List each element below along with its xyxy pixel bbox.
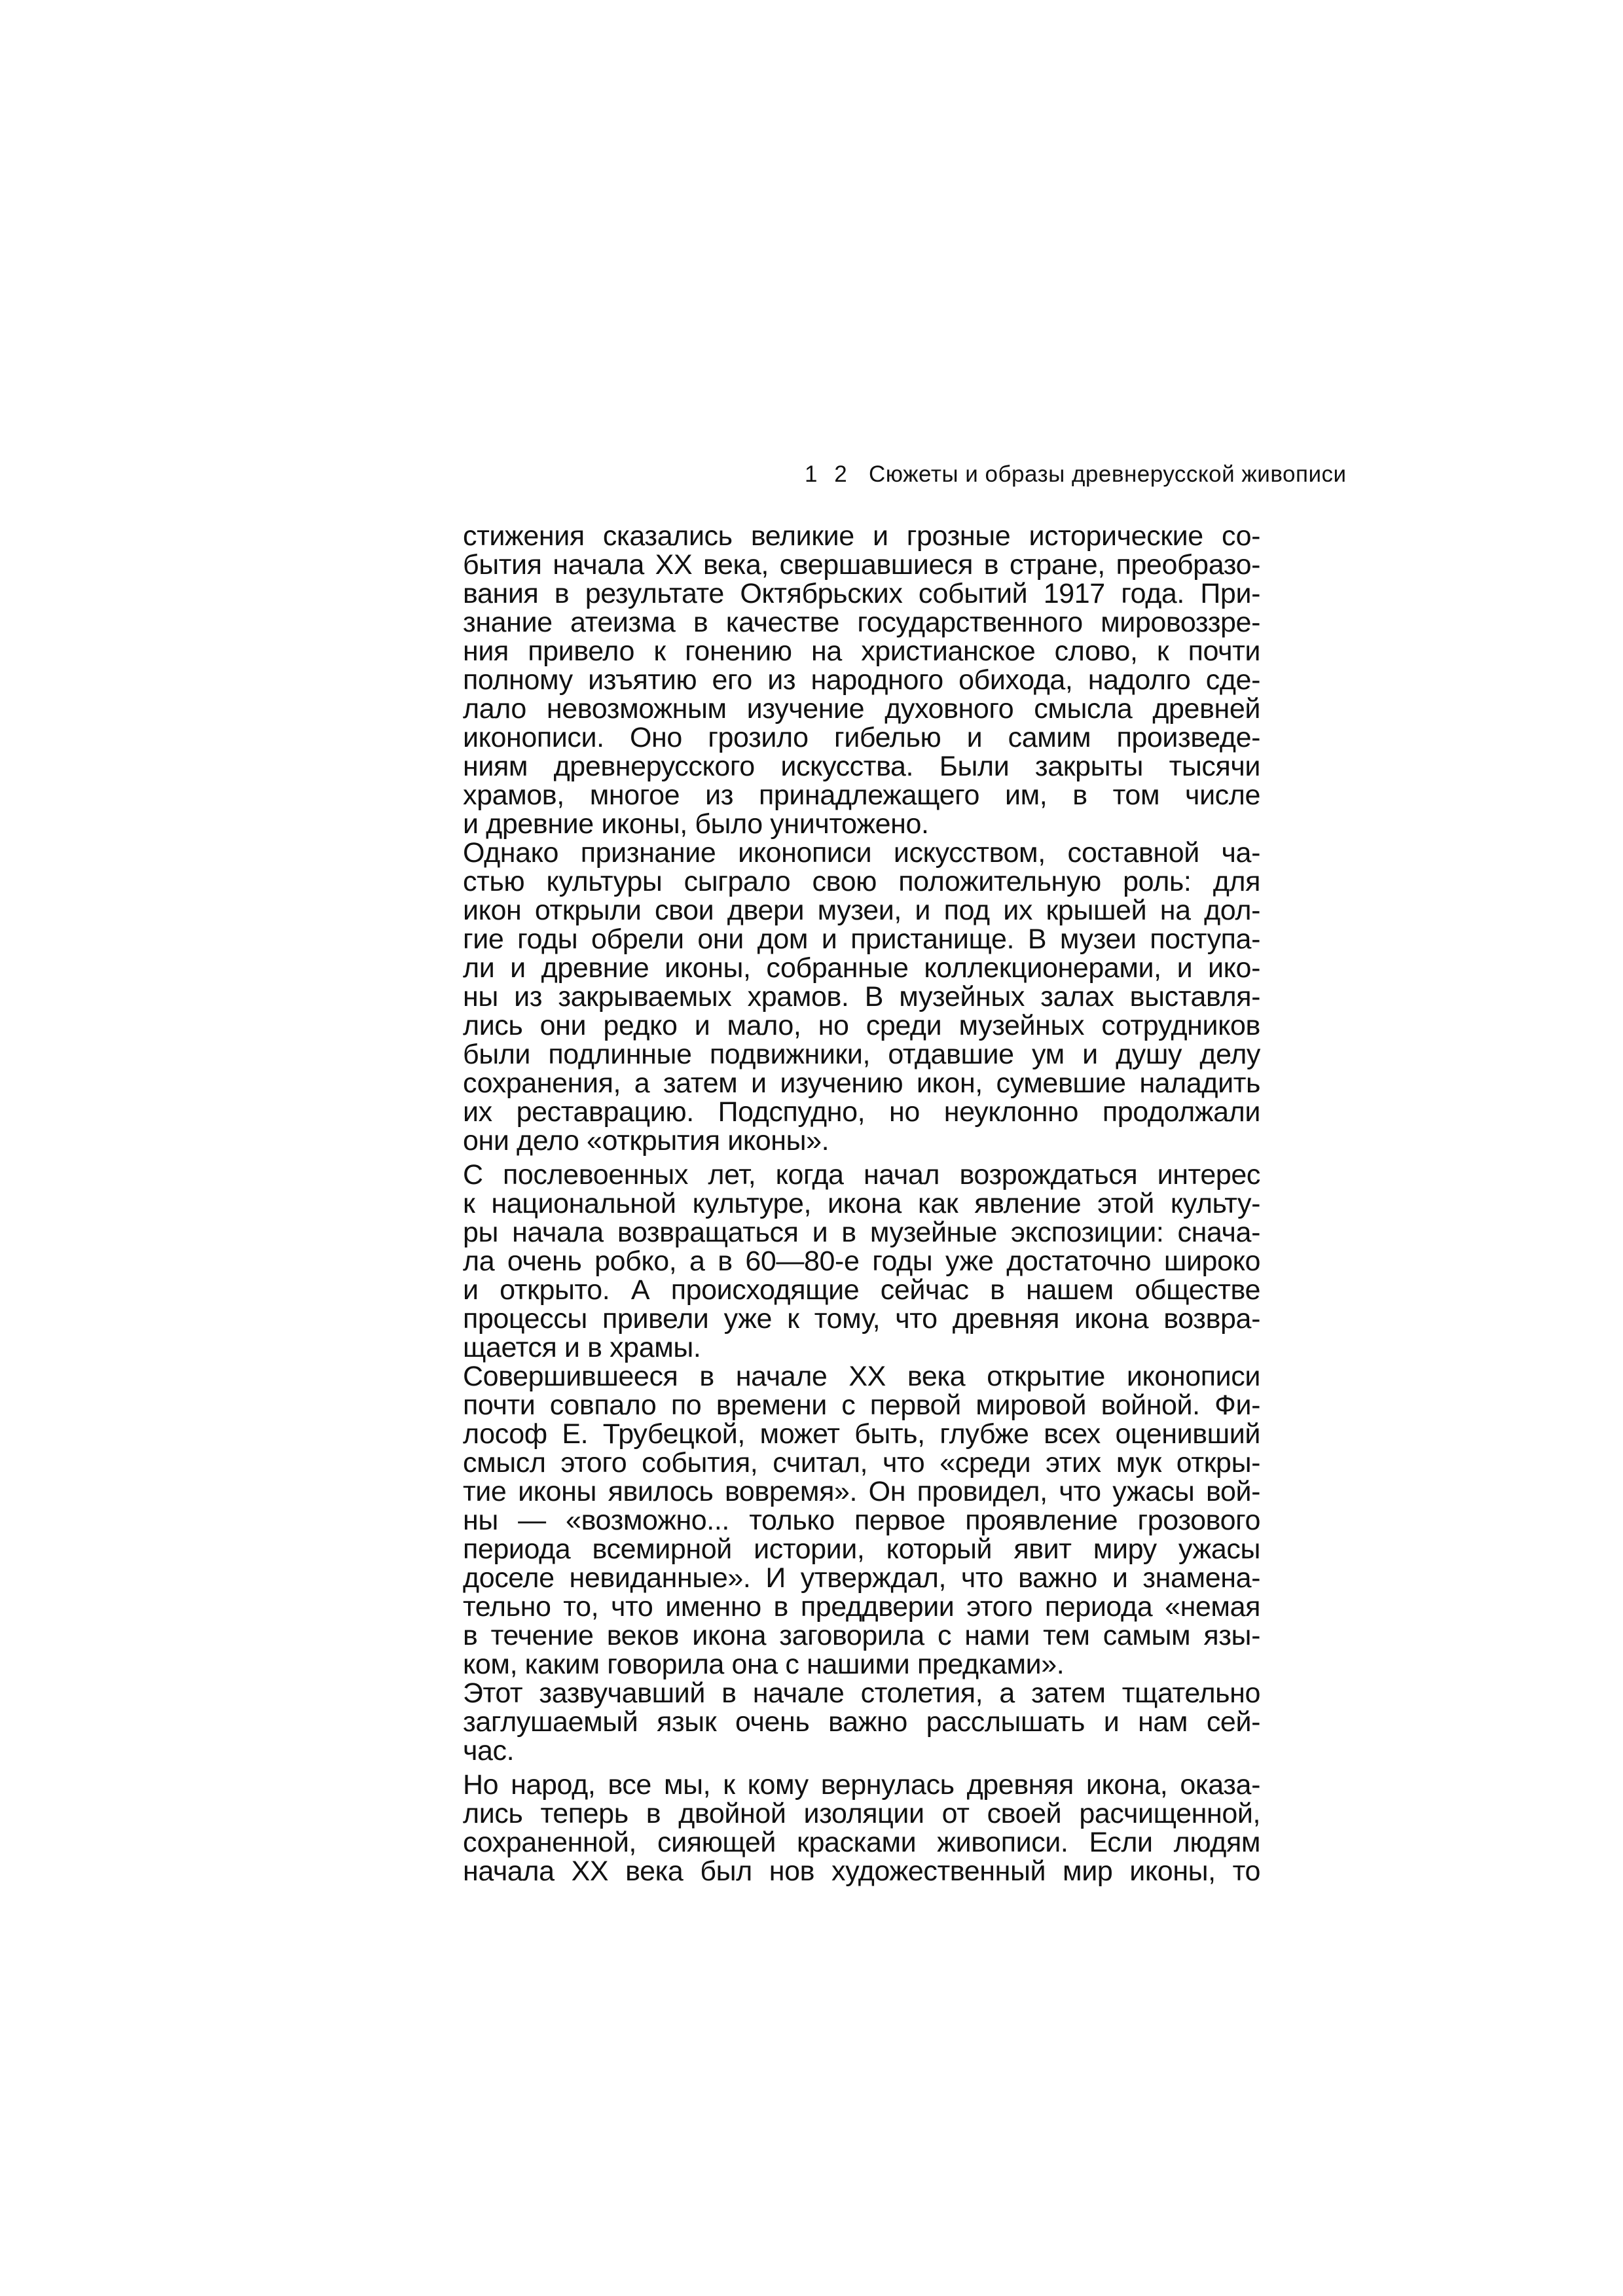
body-text: [463, 522, 1260, 1886]
text-line: Совершившееся в начале XX века открытие иконописи: [463, 1361, 1260, 1392]
running-head-title: Сюжеты и образы древнерусской живописи: [869, 461, 1347, 487]
text-line: лало невозможным изучение духовного смысла древней: [463, 693, 1260, 725]
text-line: щается и в храмы.: [463, 1332, 701, 1363]
text-line: доселе невиданные». И утверждал, что важно и знамена-: [463, 1562, 1260, 1594]
text-line: ры начала возвращаться и в музейные экспозиции: снача-: [463, 1217, 1260, 1248]
text-line: смысл этого события, считал, что «среди этих мук откры-: [463, 1447, 1260, 1479]
text-line: процессы привели уже к тому, что древняя икона возвра-: [463, 1303, 1260, 1335]
text-line: стью культуры сыграло свою положительную роль: для: [463, 866, 1260, 897]
text-line: Однако признание иконописи искусством, составной ча-: [463, 837, 1260, 869]
text-line: почти совпало по времени с первой мировой войной. Фи-: [463, 1390, 1260, 1421]
running-head: [805, 458, 1394, 491]
text-line: гие годы обрели они дом и пристанище. В музеи поступа-: [463, 924, 1260, 955]
text-line: лись теперь в двойной изоляции от своей расчищенной,: [463, 1798, 1260, 1829]
text-line: ла очень робко, а в 60—80-е годы уже достаточно широко: [463, 1246, 1260, 1277]
text-line: ниям древнерусского искусства. Были закрыты тысячи: [463, 751, 1260, 782]
text-line: иконописи. Оно грозило гибелью и самим произведе-: [463, 722, 1260, 753]
text-line: С послевоенных лет, когда начал возрождаться интерес: [463, 1159, 1260, 1191]
text-line: и открыто. А происходящие сейчас в нашем обществе: [463, 1274, 1260, 1306]
text-line: были подлинные подвижники, отдавшие ум и душу делу: [463, 1039, 1260, 1070]
text-line: ния привело к гонению на христианское слово, к почти: [463, 636, 1260, 667]
text-line: Но народ, все мы, к кому вернулась древняя икона, оказа-: [463, 1769, 1260, 1801]
text-line: сохранения, а затем и изучению икон, сумевшие наладить: [463, 1067, 1260, 1099]
text-line: лись они редко и мало, но среди музейных сотрудников: [463, 1010, 1260, 1041]
text-line: храмов, многое из принадлежащего им, в том числе: [463, 780, 1260, 811]
text-line: заглушаемый язык очень важно расслышать и нам сей-: [463, 1706, 1260, 1738]
text-line: ны — «возможно... только первое проявление грозового: [463, 1505, 1260, 1536]
text-line: и древние иконы, было уничтожено.: [463, 808, 929, 840]
text-line: их реставрацию. Подспудно, но неуклонно продолжали: [463, 1096, 1260, 1128]
text-line: ком, каким говорила она с нашими предками».: [463, 1649, 1065, 1680]
text-line: тие иконы явилось вовремя». Он провидел, что ужасы вой-: [463, 1476, 1260, 1507]
text-line: лософ Е. Трубецкой, может быть, глубже всех оценивший: [463, 1418, 1260, 1450]
text-line: периода всемирной истории, который явит миру ужасы: [463, 1534, 1260, 1565]
text-line: ли и древние иконы, собранные коллекционерами, и ико-: [463, 952, 1260, 984]
text-line: стижения сказались великие и грозные исторические со-: [463, 520, 1260, 552]
text-line: вания в результате Октябрьских событий 1917 года. При-: [463, 578, 1260, 609]
text-line: ны из закрываемых храмов. В музейных залах выставля-: [463, 981, 1260, 1013]
text-line: икон открыли свои двери музеи, и под их крышей на дол-: [463, 895, 1260, 926]
text-line: они дело «открытия иконы».: [463, 1125, 830, 1157]
text-line: Этот зазвучавший в начале столетия, а затем тщательно: [463, 1677, 1260, 1709]
page-number: 1 2: [805, 461, 852, 487]
text-line: в течение веков икона заговорила с нами тем самым язы-: [463, 1620, 1260, 1651]
text-line: к национальной культуре, икона как явление этой культу-: [463, 1188, 1260, 1219]
text-line: полному изъятию его из народного обихода, надолго сде-: [463, 664, 1260, 696]
text-line: час.: [463, 1735, 515, 1767]
text-line: знание атеизма в качестве государственного мировоззре-: [463, 607, 1260, 638]
text-line: начала XX века был нов художественный мир иконы, то: [463, 1856, 1260, 1887]
text-line: сохраненной, сияющей красками живописи. Если людям: [463, 1827, 1260, 1858]
text-line: бытия начала XX века, свершавшиеся в стране, преобразо-: [463, 549, 1260, 581]
text-line: тельно то, что именно в преддверии этого периода «немая: [463, 1591, 1260, 1623]
